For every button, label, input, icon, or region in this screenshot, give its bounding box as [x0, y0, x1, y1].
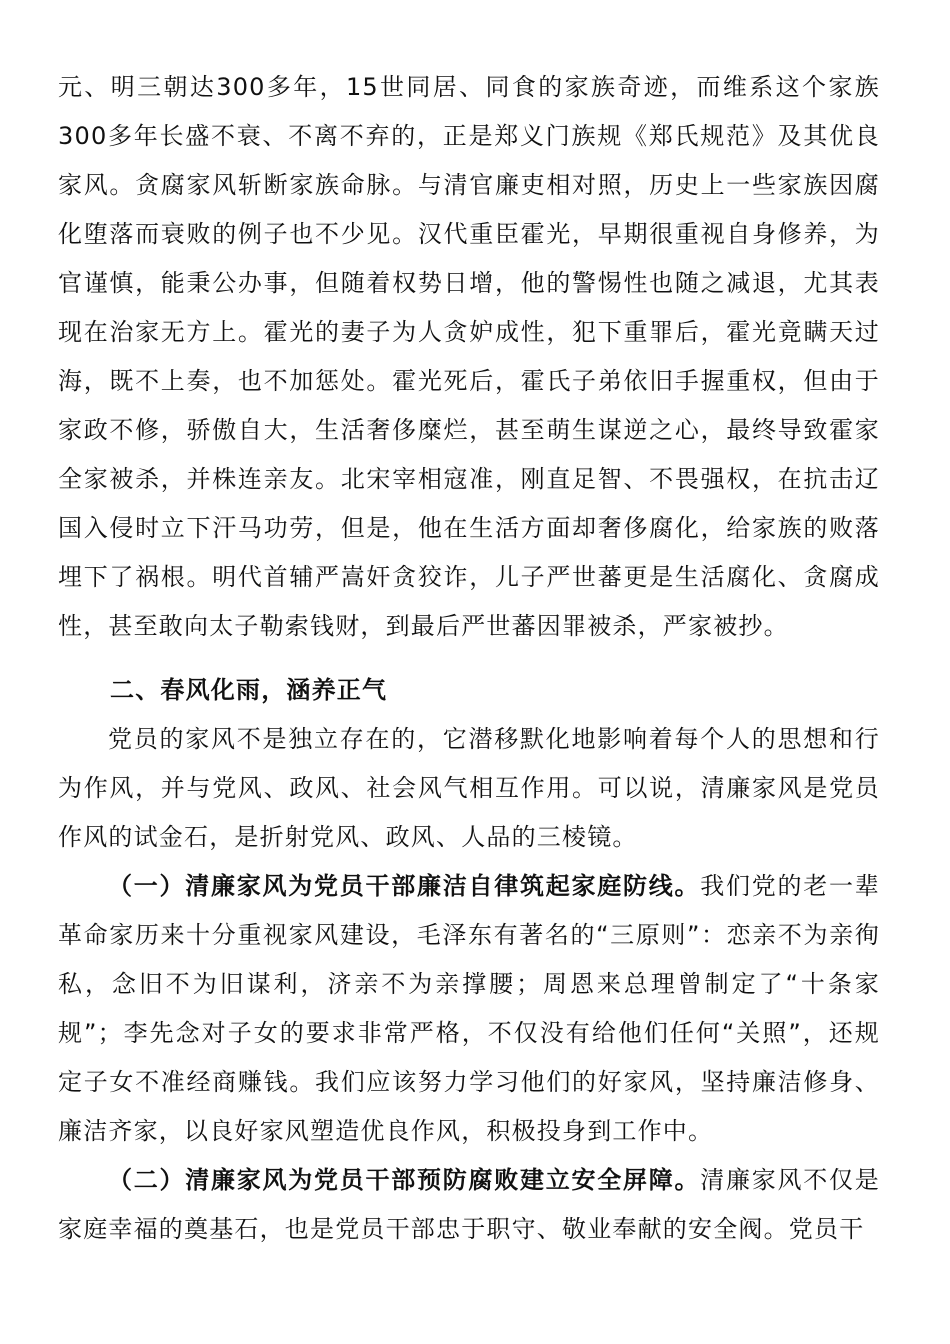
section-heading-two: 二、春风化雨，涵养正气 — [110, 676, 388, 704]
paragraph-zheng-family-history: 元、明三朝达300多年，15世同居、同食的家族奇迹，而维系这个家族300多年长盛不衰、不离不弃的，正是郑义门族规《郑氏规范》及其优良家风。贪腐家风斩断家族命脉。与清官廉吏相对照，历史上一些家族因腐化堕落而衰败的例子也不少见。汉代重臣霍光，早期很重视自身修养，为官谨慎，能秉公办事，但随着权势日增，他的警惕性也随之减退，尤其表现在治家无方上。霍光的妻子为人贪妒成性，犯下重罪后，霍光竟瞒天过海，既不上奏，也不加惩处。霍光死后，霍氏子弟依旧手握重权，但由于家政不修，骄傲自大，生活奢侈糜烂，甚至萌生谋逆之心，最终导致霍家全家被杀，并株连亲友。北宋宰相寇准，刚直足智、不畏强权，在抗击辽国入侵时立下汗马功劳，但是，他在生活方面却奢侈腐化，给家族的败落埋下了祸根。明代首辅严嵩奸贪狡诈，儿子严世蕃更是生活腐化、贪腐成性，甚至敢向太子勒索钱财，到最后严世蕃因罪被杀，严家被抄。 — [58, 73, 880, 640]
subsection-two-body: 清廉家风不仅是家庭幸福的奠基石，也是党员干部忠于职守、敬业奉献的安全阀。党员干 — [58, 1166, 880, 1243]
subsection-two-lead: （二）清廉家风为党员干部预防腐败建立安全屏障。 — [108, 1166, 701, 1194]
paragraph-party-style-intro: 党员的家风不是独立存在的，它潜移默化地影响着每个人的思想和行为作风，并与党风、政风、社会风气相互作用。可以说，清廉家风是党员作风的试金石，是折射党风、政风、人品的三棱镜。 — [58, 725, 880, 851]
subsection-one-body: 我们党的老一辈革命家历来十分重视家风建设，毛泽东有著名的“三原则”：恋亲不为亲徇私，念旧不为旧谋利，济亲不为亲撑腰；周恩来总理曾制定了“十条家规”；李先念对子女的要求非常严格，不仅没有给他们任何“关照”，还规定子女不准经商赚钱。我们应该努力学习他们的好家风，坚持廉洁修身、廉洁齐家，以良好家风塑造优良作风，积极投身到工作中。 — [58, 872, 880, 1145]
paragraph-subsection-one — [58, 862, 880, 1156]
subsection-one-lead: （一）清廉家风为党员干部廉洁自律筑起家庭防线。 — [108, 872, 701, 900]
paragraph-subsection-two — [58, 1156, 880, 1254]
